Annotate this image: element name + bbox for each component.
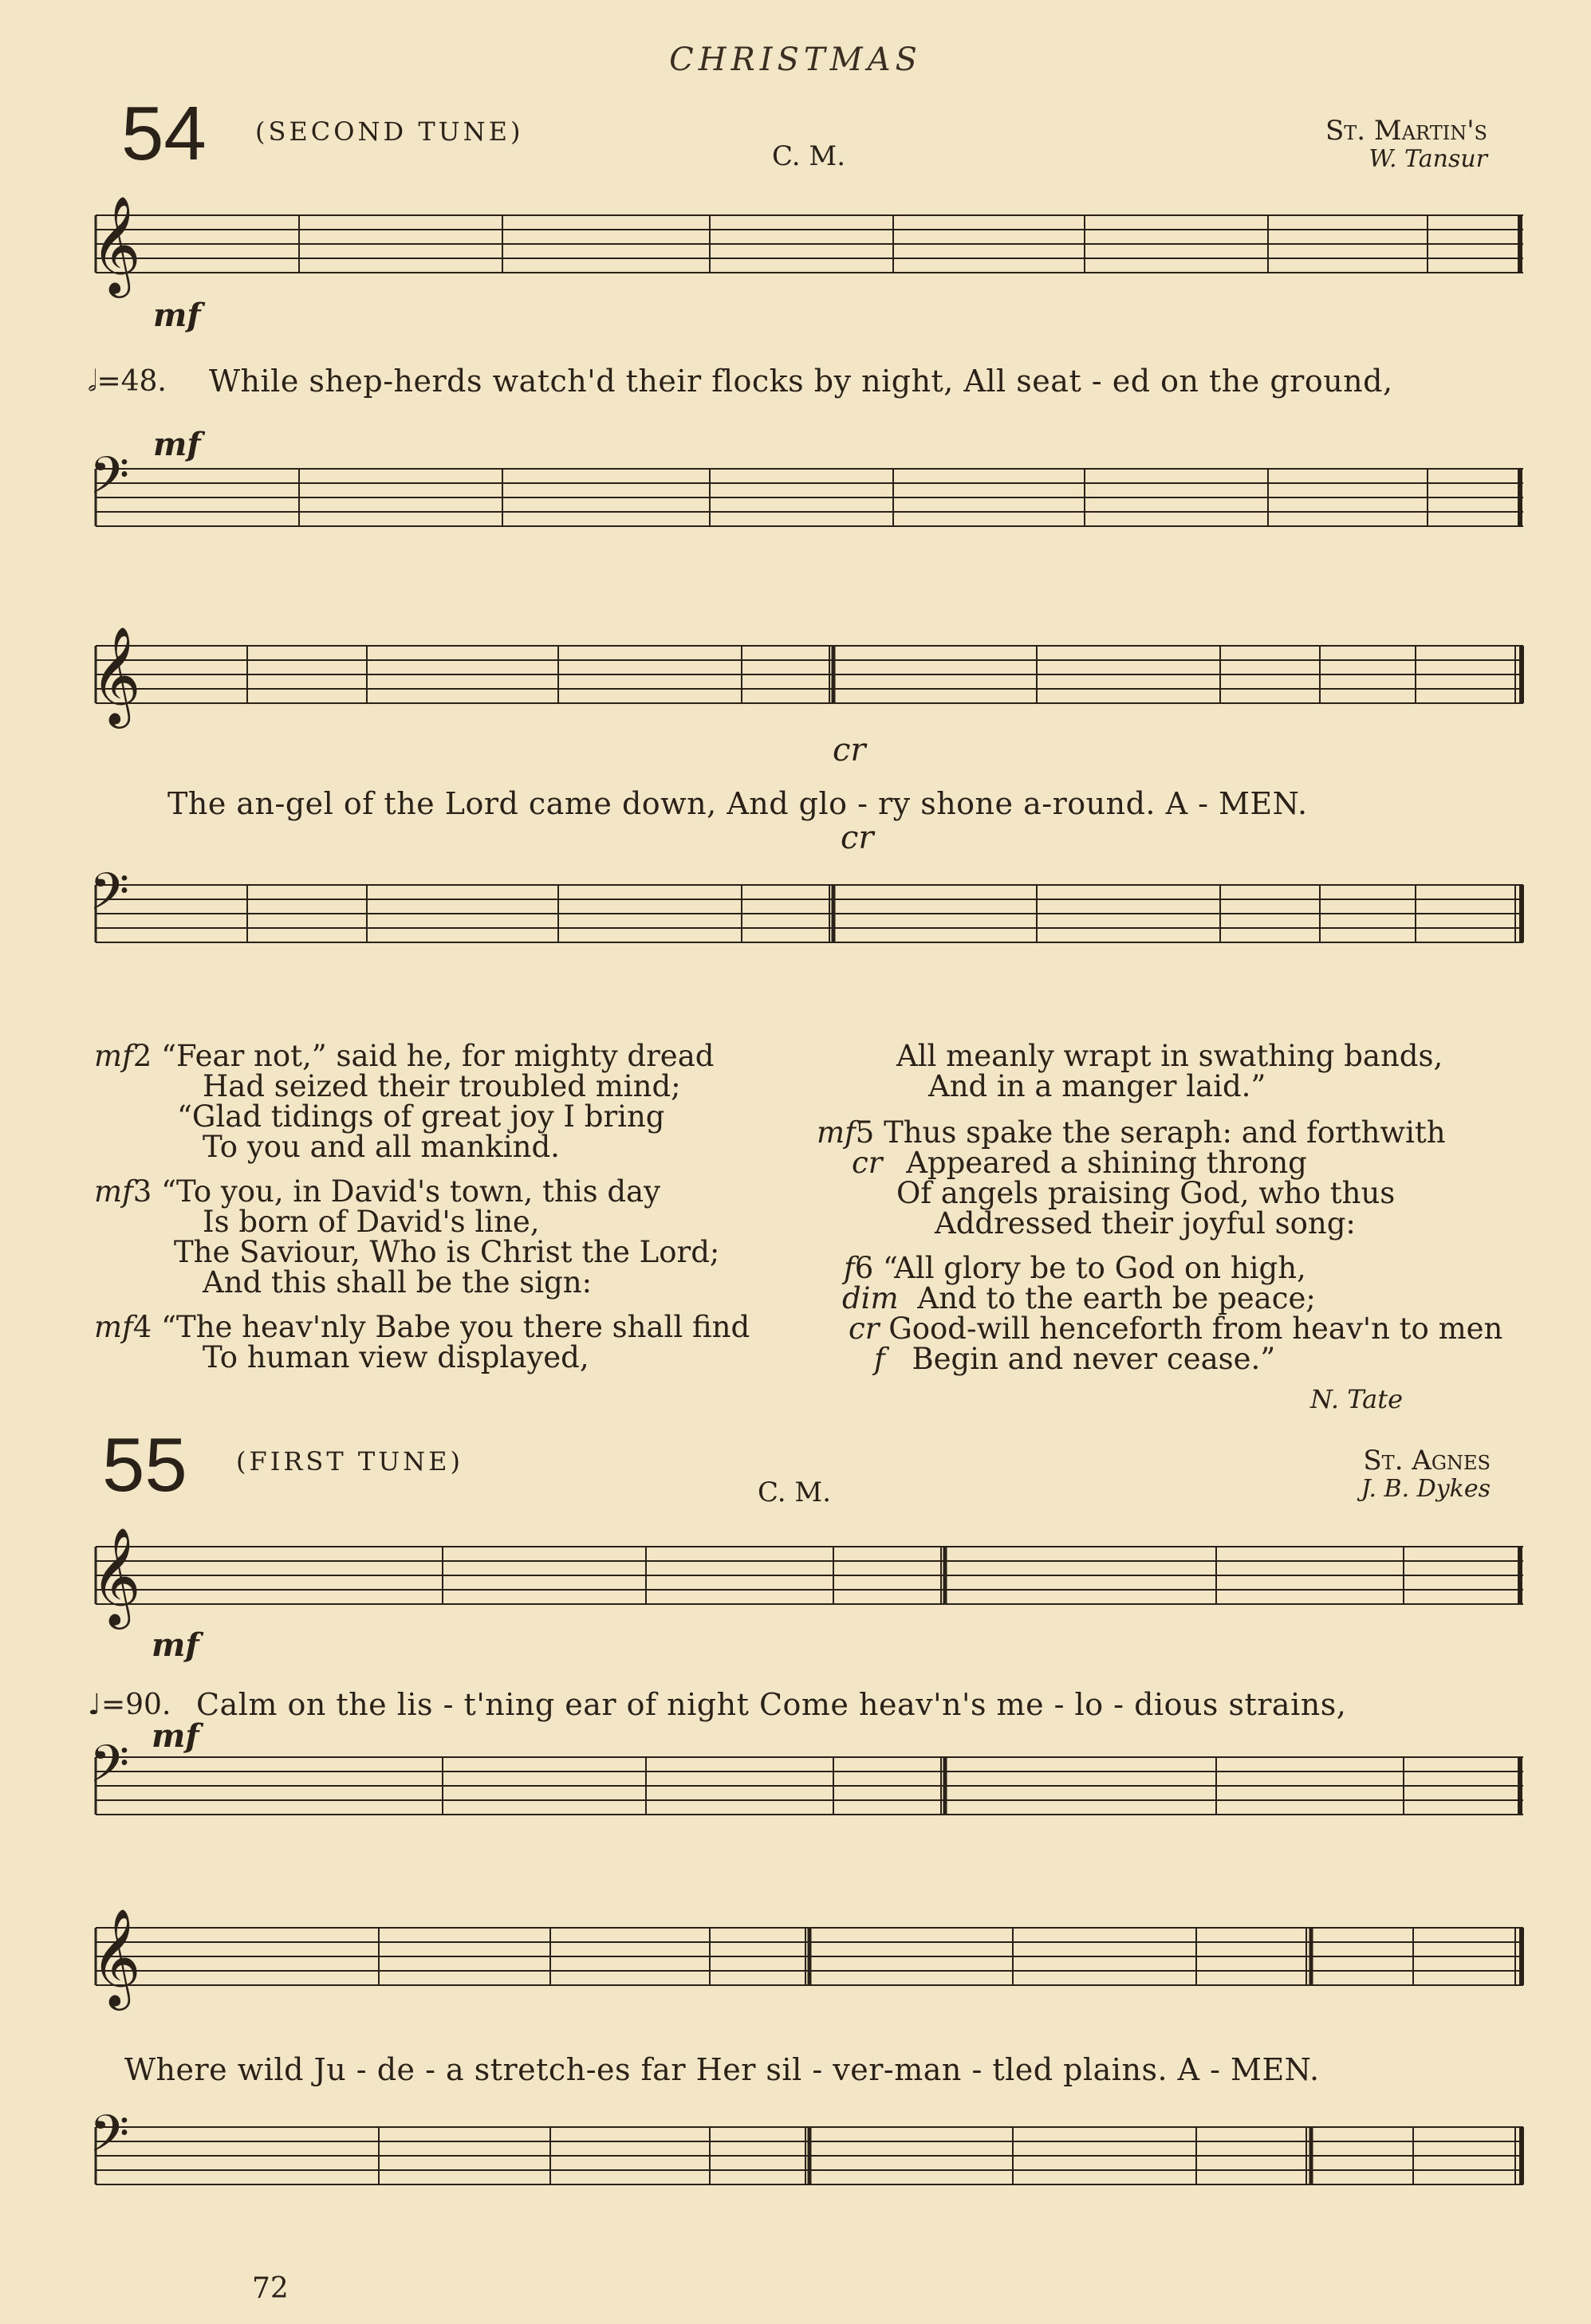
stanza-line: mf2 “Fear not,” said he, for mighty dread xyxy=(94,1039,715,1073)
stanza-line: And this shall be the sign: xyxy=(203,1265,593,1300)
hymn-number: 55 xyxy=(102,1422,187,1508)
composer: W. Tansur xyxy=(1368,145,1487,173)
dynamic-mark: mf xyxy=(152,1717,199,1755)
stanza-line: mf4 “The heav'nly Babe you there shall find xyxy=(94,1310,750,1344)
stanza-line: mf3 “To you, in David's town, this day xyxy=(94,1174,660,1209)
treble-clef-icon: 𝄞 xyxy=(91,195,141,293)
stanza-line: cr Appeared a shining throng xyxy=(852,1146,1307,1180)
stanza-line: Addressed their joyful song: xyxy=(935,1206,1356,1241)
stanza-line: dim And to the earth be peace; xyxy=(842,1281,1316,1315)
lyrics-line: The an-gel of the Lord came down, And glo - ry shone a-round. A - MEN. xyxy=(167,786,1308,821)
stanza-line: Is born of David's line, xyxy=(203,1205,540,1239)
stanza-line: f Begin and never cease.” xyxy=(874,1342,1276,1376)
cresc-mark: cr xyxy=(841,820,874,856)
tune-name: St. Agnes xyxy=(1363,1445,1491,1477)
stanza-line: mf5 Thus spake the seraph: and forthwith xyxy=(817,1115,1446,1150)
tempo-mark: 𝅗𝅥=48. xyxy=(88,365,167,398)
stanza-line: f6 “All glory be to God on high, xyxy=(844,1251,1306,1285)
staff-treble-54-2 xyxy=(88,626,1531,726)
dynamic-mark: mf xyxy=(153,426,201,463)
stanza-line: The Saviour, Who is Christ the Lord; xyxy=(174,1235,720,1269)
staff-bass-55-2 xyxy=(88,2105,1531,2207)
bass-clef-icon: 𝄢 xyxy=(89,446,130,518)
tune-label: (FIRST TUNE) xyxy=(236,1446,464,1477)
bass-clef-icon: 𝄢 xyxy=(89,2105,130,2177)
cresc-mark: cr xyxy=(833,732,866,769)
dynamic-mark: mf xyxy=(153,297,201,334)
tune-name: St. Martin's xyxy=(1325,115,1487,147)
lyrics-line: Where wild Ju - de - a stretch-es far Her sil - ver-man - tled plains. A - MEN. xyxy=(124,2052,1320,2087)
dynamic-mark: mf xyxy=(152,1626,199,1664)
composer: J. B. Dykes xyxy=(1361,1475,1491,1503)
bass-clef-icon: 𝄢 xyxy=(89,1735,130,1807)
treble-clef-icon: 𝄞 xyxy=(91,1527,141,1625)
tune-label: (SECOND TUNE) xyxy=(255,116,524,147)
lyrics-line: Calm on the lis - t'ning ear of night Come heav'n's me - lo - dious strains, xyxy=(196,1687,1347,1722)
staff-treble-54-1 xyxy=(88,195,1531,295)
running-head: CHRISTMAS xyxy=(669,41,922,78)
staff-bass-54-1 xyxy=(88,446,1531,549)
treble-clef-icon: 𝄞 xyxy=(91,1908,141,2006)
tempo-mark: ♩=90. xyxy=(88,1689,171,1721)
page-number: 72 xyxy=(252,2272,289,2305)
staff-treble-55-1 xyxy=(88,1527,1531,1626)
author: N. Tate xyxy=(1309,1384,1403,1414)
lyrics-line: While shep-herds watch'd their flocks by night, All seat - ed on the ground, xyxy=(209,364,1393,399)
stanza-column-right xyxy=(817,1041,1534,1374)
hymn-number: 54 xyxy=(121,91,207,176)
meter: C. M. xyxy=(772,140,846,172)
stanza-line: Of angels praising God, who thus xyxy=(896,1176,1396,1210)
stanza-line: To you and all mankind. xyxy=(203,1130,560,1164)
stanza-line: All meanly wrapt in swathing bands, xyxy=(896,1039,1443,1073)
stanza-column-left xyxy=(94,1041,812,1373)
stanza-line: Had seized their troubled mind; xyxy=(203,1069,681,1103)
stanza-line: cr Good-will henceforth from heav'n to men xyxy=(849,1311,1503,1346)
bass-clef-icon: 𝄢 xyxy=(89,863,130,934)
stanza-line: To human view displayed, xyxy=(203,1340,589,1374)
stanza-line: “Glad tidings of great joy I bring xyxy=(177,1099,665,1134)
treble-clef-icon: 𝄞 xyxy=(91,626,141,724)
meter: C. M. xyxy=(758,1477,832,1508)
stanza-line: And in a manger laid.” xyxy=(928,1069,1266,1103)
staff-treble-55-2 xyxy=(88,1908,1531,2007)
staff-bass-54-2 xyxy=(88,863,1531,965)
